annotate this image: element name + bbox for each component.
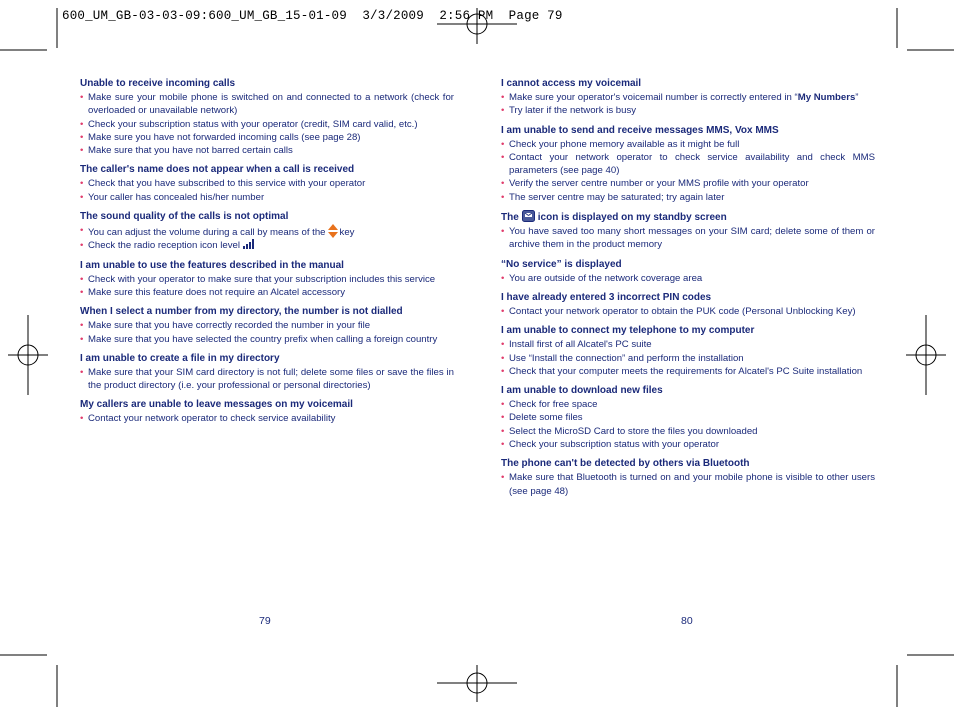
item-text: Check the radio reception icon level — [88, 240, 240, 252]
section-heading — [501, 210, 875, 224]
section-heading: I am unable to create a file in my directory — [80, 352, 280, 364]
list-item: • Check with your operator to make sure that your subscription includes this service — [80, 273, 454, 286]
item-text: ” — [855, 92, 859, 103]
list-item: • Install first of all Alcatel's PC suite — [501, 338, 875, 351]
volume-key-icon — [328, 224, 338, 238]
heading-text: The — [501, 212, 519, 224]
left-page-column — [80, 77, 454, 432]
list-item: • Verify the server centre number or your MMS profile with your operator — [501, 177, 875, 190]
list-item: • Try later if the network is busy — [501, 104, 875, 117]
list-item: • Your caller has concealed his/her number — [80, 191, 454, 204]
list-item: • Contact your network operator to check service availability — [80, 412, 454, 425]
page-number-right: 80 — [681, 615, 693, 627]
item-text: You can adjust the volume during a call by means of the — [88, 227, 326, 239]
section-heading: The caller's name does not appear when a call is received — [80, 164, 355, 176]
section-heading: I cannot access my voicemail — [501, 78, 642, 89]
section-heading: When I select a number from my directory, the number is not dialled — [80, 306, 403, 318]
heading-text: icon is displayed on my standby screen — [537, 212, 727, 224]
print-slug: 600_UM_GB-03-03-09:600_UM_GB_15-01-09 3/3/2009 2:56 PM Page 79 — [62, 9, 563, 23]
list-item: • Make sure you have not forwarded incoming calls (see page 28) — [80, 131, 454, 144]
section-message-icon — [501, 210, 875, 252]
list-item: • Contact your network operator to check service availability and check MMS parameters (see page 40) — [501, 151, 875, 178]
list-item: • Delete some files — [501, 411, 875, 424]
list-item: • Select the MicroSD Card to store the files you downloaded — [501, 425, 875, 438]
section-connect-computer — [501, 324, 875, 378]
section-heading: “No service” is displayed — [501, 258, 622, 270]
section-heading: I am unable to download new files — [501, 385, 663, 397]
list-item: • Make sure that you have not barred certain calls — [80, 144, 454, 157]
list-item: • Check your subscription status with your operator — [501, 438, 875, 451]
list-item: • Make sure that Bluetooth is turned on and your mobile phone is visible to other users (see page 48) — [501, 471, 875, 498]
item-bold-text: My Numbers — [797, 92, 856, 103]
signal-strength-icon — [243, 239, 256, 249]
list-item — [80, 224, 454, 239]
section-no-service — [501, 258, 875, 285]
list-item: • Make sure your mobile phone is switched on and connected to a network (check for overloaded or unavailable network) — [80, 91, 454, 118]
sim-message-full-icon — [522, 210, 535, 222]
right-page-column — [501, 77, 875, 504]
page-number-left: 79 — [259, 615, 271, 627]
list-item: • You are outside of the network coverage area — [501, 272, 875, 285]
section-heading: I am unable to connect my telephone to my computer — [501, 325, 755, 337]
list-item: • You have saved too many short messages on your SIM card; delete some of them or archive them in the product memory — [501, 225, 875, 252]
section-heading: I am unable to use the features described in the manual — [80, 259, 344, 271]
section-directory-dial — [80, 305, 454, 346]
section-voicemail-access — [501, 77, 875, 118]
section-heading: The phone can't be detected by others via Bluetooth — [501, 458, 750, 470]
item-text: key — [339, 227, 355, 239]
section-incoming-calls — [80, 77, 454, 157]
section-heading: Unable to receive incoming calls — [80, 78, 236, 89]
section-caller-name — [80, 163, 454, 204]
list-item: • Make sure this feature does not require an Alcatel accessory — [80, 286, 454, 299]
list-item: • Make sure that your SIM card directory is not full; delete some files or save the files in the product directory (i.e. your professional or personal directories) — [80, 366, 454, 393]
list-item: • Make sure that you have correctly recorded the number in your file — [80, 319, 454, 332]
list-item — [501, 91, 875, 104]
section-create-file — [80, 352, 454, 393]
section-bluetooth — [501, 457, 875, 498]
list-item: • Check your subscription status with your operator (credit, SIM card valid, etc.) — [80, 118, 454, 131]
list-item: • Use “Install the connection” and perform the installation — [501, 352, 875, 365]
section-manual-features — [80, 259, 454, 300]
section-sound-quality — [80, 210, 454, 253]
section-download-files — [501, 384, 875, 451]
list-item: • Check for free space — [501, 398, 875, 411]
section-voicemail-callers — [80, 398, 454, 425]
list-item — [80, 239, 454, 252]
section-pin-codes — [501, 291, 875, 318]
list-item: • Make sure that you have selected the country prefix when calling a foreign country — [80, 333, 454, 346]
section-heading: My callers are unable to leave messages on my voicemail — [80, 399, 353, 411]
section-mms — [501, 124, 875, 204]
list-item: • Check your phone memory available as it might be full — [501, 138, 875, 151]
list-item: • Check that you have subscribed to this service with your operator — [80, 177, 454, 190]
item-text: Make sure your operator's voicemail number is correctly entered in “ — [509, 92, 798, 103]
list-item: • The server centre may be saturated; try again later — [501, 191, 875, 204]
list-item: • Check that your computer meets the requirements for Alcatel's PC Suite installation — [501, 365, 875, 378]
section-heading: I am unable to send and receive messages MMS, Vox MMS — [501, 124, 779, 136]
list-item: • Contact your network operator to obtain the PUK code (Personal Unblocking Key) — [501, 305, 875, 318]
section-heading: I have already entered 3 incorrect PIN codes — [501, 291, 712, 303]
section-heading: The sound quality of the calls is not optimal — [80, 211, 289, 223]
